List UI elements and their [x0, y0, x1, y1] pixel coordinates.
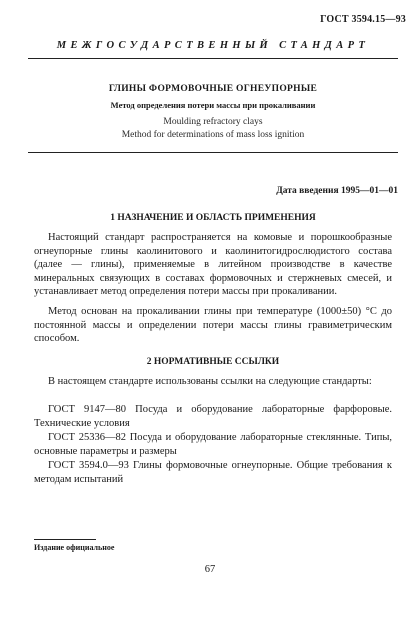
document-title: ГЛИНЫ ФОРМОВОЧНЫЕ ОГНЕУПОРНЫЕ [108, 84, 318, 94]
section-1-heading: 1 НАЗНАЧЕНИЕ И ОБЛАСТЬ ПРИМЕНЕНИЯ [110, 213, 316, 223]
banner-rule [28, 58, 398, 59]
reference-gost-25336: ГОСТ 25336—82 Посуда и оборудование лабораторные стеклянные. Типы, основные параметры и размеры [34, 432, 392, 457]
title-rule [28, 152, 398, 153]
section-2-paragraph-1: В настоящем стандарте использованы ссылки на следующие стандарты: [48, 376, 372, 387]
official-edition-label: Издание официальное [34, 543, 115, 552]
english-title: Moulding refractory clays [163, 117, 263, 127]
section-2-heading: 2 НОРМАТИВНЫЕ ССЫЛКИ [146, 357, 280, 367]
footer-rule [34, 539, 96, 540]
document-subtitle: Метод определения потери массы при прокаливании [110, 100, 316, 110]
english-subtitle: Method for determinations of mass loss ignition [121, 130, 305, 140]
section-1-paragraph-1: Настоящий стандарт распространяется на комовые и порошкообразные огнеупорные глины каолинитового и каолинитогидрослюдистого состава (далее — глины), применяемые в литейном производстве в качестве минеральных связующих в составах формовочных и стержневых смесей, и устанавливает метод определения потери массы при прокаливании. [34, 232, 392, 298]
page-number: 67 [204, 564, 216, 575]
effective-date: Дата введения 1995—01—01 [276, 186, 398, 196]
reference-gost-9147: ГОСТ 9147—80 Посуда и оборудование лабораторные фарфоровые. Технические условия [34, 404, 392, 429]
reference-gost-3594-0: ГОСТ 3594.0—93 Глины формовочные огнеупорные. Общие требования к методам испытаний [34, 460, 392, 485]
document-code: ГОСТ 3594.15—93 [320, 14, 406, 25]
standard-banner: МЕЖГОСУДАРСТВЕННЫЙ СТАНДАРТ [56, 40, 370, 51]
section-1-paragraph-2: Метод основан на прокаливании глины при температуре (1000±50) °С до постоянной массы и определении потери массы глины гравиметрическим способом. [34, 306, 392, 345]
